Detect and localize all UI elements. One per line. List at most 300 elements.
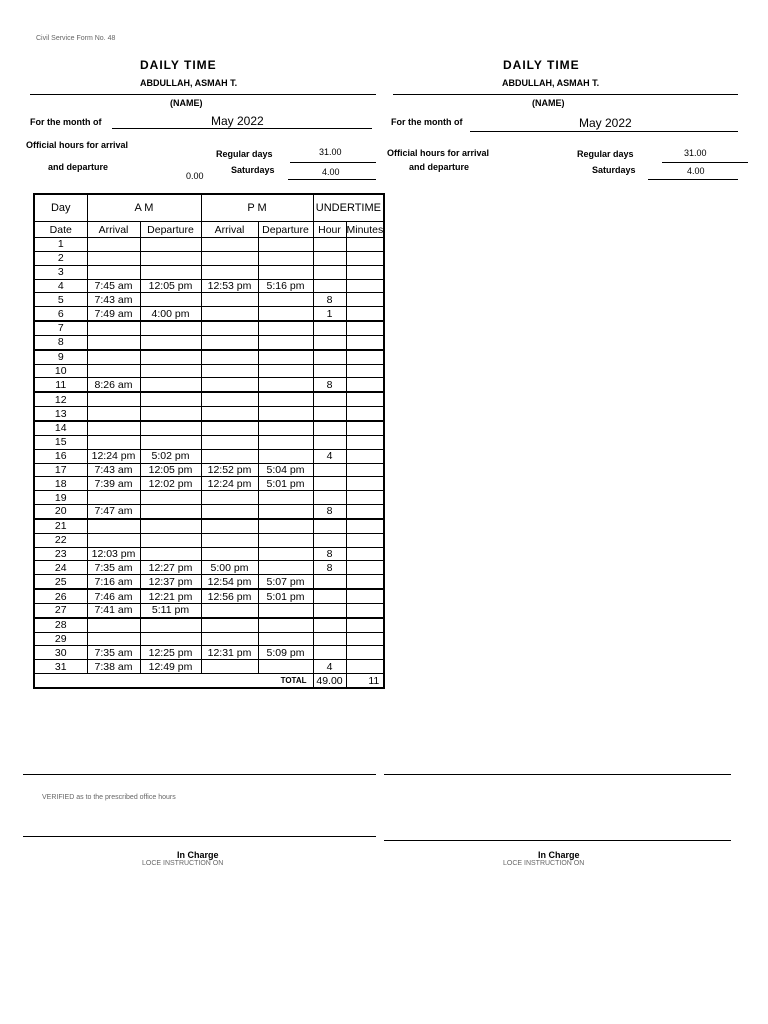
date-cell: 8: [34, 335, 87, 349]
pm-arrival-cell: 12:56 pm: [201, 589, 258, 603]
in-charge-line-left: [23, 836, 376, 837]
pm-header: P M: [201, 194, 313, 222]
am-departure-cell: 5:02 pm: [140, 449, 201, 463]
total-row: [34, 674, 384, 688]
pm-arrival-cell: [201, 392, 258, 406]
undertime-minutes-cell: [346, 335, 384, 349]
pm-departure-cell: [258, 321, 313, 335]
undertime-minutes-cell: [346, 307, 384, 321]
undertime-hour-cell: 8: [313, 378, 346, 392]
undertime-hour-cell: [313, 265, 346, 279]
pm-departure-cell: 5:01 pm: [258, 477, 313, 491]
pm-arrival-cell: [201, 660, 258, 674]
undertime-minutes-cell: [346, 646, 384, 660]
table-row: [34, 293, 384, 307]
undertime-hour-cell: [313, 519, 346, 533]
date-header: Date: [34, 222, 87, 238]
undertime-hour-cell: [313, 364, 346, 378]
table-row: [34, 407, 384, 421]
pm-departure-cell: [258, 265, 313, 279]
undertime-minutes-cell: [346, 463, 384, 477]
name-line-left: [30, 94, 376, 95]
undertime-minutes-cell: [346, 519, 384, 533]
undertime-minutes-cell: [346, 378, 384, 392]
date-cell: 3: [34, 265, 87, 279]
signature-line-left: [23, 774, 376, 775]
am-departure-cell: 12:05 pm: [140, 463, 201, 477]
table-row: [34, 603, 384, 617]
pm-departure-cell: [258, 505, 313, 519]
undertime-minutes-cell: [346, 251, 384, 265]
date-cell: 16: [34, 449, 87, 463]
am-arrival-cell: 7:49 am: [87, 307, 140, 321]
table-row: [34, 238, 384, 252]
in-charge-line-right: [384, 840, 731, 841]
undertime-minutes-cell: [346, 603, 384, 617]
and-departure-label-left: and departure: [48, 162, 109, 172]
saturdays-label-right: Saturdays: [592, 165, 636, 175]
am-departure-cell: 12:05 pm: [140, 279, 201, 293]
am-departure-cell: 12:02 pm: [140, 477, 201, 491]
am-arrival-cell: [87, 251, 140, 265]
table-row: [34, 519, 384, 533]
date-cell: 11: [34, 378, 87, 392]
undertime-minutes-cell: [346, 505, 384, 519]
pm-arrival-cell: [201, 378, 258, 392]
am-departure-cell: 12:37 pm: [140, 575, 201, 589]
am-arrival-header: Arrival: [87, 222, 140, 238]
pm-arrival-cell: [201, 364, 258, 378]
date-cell: 24: [34, 561, 87, 575]
undertime-minutes-cell: [346, 321, 384, 335]
undertime-hour-cell: [313, 421, 346, 435]
am-departure-cell: 4:00 pm: [140, 307, 201, 321]
table-row: [34, 335, 384, 349]
undertime-minutes-cell: [346, 660, 384, 674]
am-arrival-cell: 12:24 pm: [87, 449, 140, 463]
undertime-hour-cell: [313, 533, 346, 547]
am-arrival-cell: 7:39 am: [87, 477, 140, 491]
table-header-row-2: [34, 222, 384, 238]
undertime-minutes-cell: [346, 575, 384, 589]
pm-arrival-cell: [201, 435, 258, 449]
bottom-note-left: LOCE INSTRUCTION ON: [142, 860, 224, 867]
am-departure-cell: [140, 350, 201, 364]
pm-departure-cell: [258, 238, 313, 252]
undertime-hour-cell: 8: [313, 547, 346, 561]
undertime-minutes-cell: [346, 265, 384, 279]
undertime-minutes-cell: [346, 477, 384, 491]
undertime-minutes-cell: [346, 407, 384, 421]
table-row: [34, 279, 384, 293]
pm-departure-cell: [258, 350, 313, 364]
undertime-hour-cell: [313, 646, 346, 660]
am-header: A M: [87, 194, 201, 222]
undertime-hour-cell: [313, 463, 346, 477]
pm-departure-cell: [258, 421, 313, 435]
am-arrival-cell: 7:35 am: [87, 561, 140, 575]
table-row: [34, 646, 384, 660]
table-row: [34, 491, 384, 505]
in-charge-label-right: In Charge: [538, 850, 580, 860]
am-arrival-cell: 7:45 am: [87, 279, 140, 293]
regular-days-line-left: [290, 162, 376, 163]
am-departure-cell: [140, 533, 201, 547]
table-row: [34, 575, 384, 589]
undertime-hour-cell: [313, 491, 346, 505]
table-row: [34, 561, 384, 575]
pm-departure-cell: 5:01 pm: [258, 589, 313, 603]
table-row: [34, 378, 384, 392]
form-title-right: DAILY TIME: [503, 58, 580, 72]
date-cell: 6: [34, 307, 87, 321]
table-row: [34, 449, 384, 463]
month-label-right: For the month of: [391, 117, 463, 127]
undertime-hour-cell: 8: [313, 561, 346, 575]
pm-arrival-cell: 12:54 pm: [201, 575, 258, 589]
pm-departure-cell: [258, 519, 313, 533]
pm-departure-cell: 5:09 pm: [258, 646, 313, 660]
table-row: [34, 547, 384, 561]
date-cell: 12: [34, 392, 87, 406]
date-cell: 26: [34, 589, 87, 603]
table-row: [34, 435, 384, 449]
pm-departure-cell: 5:16 pm: [258, 279, 313, 293]
am-arrival-cell: [87, 421, 140, 435]
saturdays-line-left: [288, 179, 376, 180]
undertime-hour-cell: [313, 575, 346, 589]
saturdays-line-right: [648, 179, 738, 180]
undertime-minutes-cell: [346, 547, 384, 561]
month-line-right: [470, 131, 738, 132]
saturdays-value-right: 4.00: [687, 166, 705, 176]
date-cell: 19: [34, 491, 87, 505]
undertime-minutes-cell: [346, 491, 384, 505]
saturdays-value-left: 4.00: [322, 167, 340, 177]
am-departure-cell: 12:49 pm: [140, 660, 201, 674]
pm-arrival-cell: [201, 251, 258, 265]
undertime-minutes-cell: [346, 632, 384, 646]
am-departure-cell: 12:21 pm: [140, 589, 201, 603]
am-arrival-cell: 7:46 am: [87, 589, 140, 603]
date-cell: 1: [34, 238, 87, 252]
regular-days-label-left: Regular days: [216, 149, 273, 159]
am-arrival-cell: [87, 392, 140, 406]
table-row: [34, 618, 384, 632]
am-departure-cell: [140, 491, 201, 505]
pm-departure-cell: [258, 632, 313, 646]
pm-departure-cell: [258, 335, 313, 349]
date-cell: 28: [34, 618, 87, 632]
date-cell: 25: [34, 575, 87, 589]
form-title-left: DAILY TIME: [140, 58, 217, 72]
form-number: Civil Service Form No. 48: [36, 35, 116, 42]
undertime-hour-cell: 1: [313, 307, 346, 321]
am-departure-cell: [140, 618, 201, 632]
regular-days-label-right: Regular days: [577, 149, 634, 159]
pm-departure-cell: [258, 293, 313, 307]
pm-departure-cell: [258, 251, 313, 265]
date-cell: 4: [34, 279, 87, 293]
am-departure-cell: [140, 407, 201, 421]
am-departure-cell: [140, 505, 201, 519]
date-cell: 27: [34, 603, 87, 617]
hour-header: Hour: [313, 222, 346, 238]
and-departure-label-right: and departure: [409, 162, 470, 172]
pm-arrival-cell: [201, 491, 258, 505]
pm-arrival-cell: [201, 533, 258, 547]
undertime-hour-cell: [313, 407, 346, 421]
table-row: [34, 307, 384, 321]
undertime-hour-cell: 8: [313, 293, 346, 307]
pm-arrival-cell: 12:24 pm: [201, 477, 258, 491]
total-label: TOTAL: [34, 674, 313, 688]
table-row: [34, 421, 384, 435]
pm-arrival-cell: [201, 307, 258, 321]
undertime-header: UNDERTIME: [313, 194, 384, 222]
table-row: [34, 632, 384, 646]
total-hours: 49.00: [313, 674, 346, 688]
table-row: [34, 463, 384, 477]
am-arrival-cell: [87, 519, 140, 533]
pm-departure-cell: [258, 603, 313, 617]
am-arrival-cell: 7:43 am: [87, 293, 140, 307]
am-departure-cell: [140, 335, 201, 349]
am-arrival-cell: 7:35 am: [87, 646, 140, 660]
am-arrival-cell: [87, 350, 140, 364]
am-departure-cell: 12:25 pm: [140, 646, 201, 660]
pm-arrival-cell: [201, 350, 258, 364]
table-row: [34, 533, 384, 547]
pm-departure-cell: [258, 378, 313, 392]
employee-name-right: ABDULLAH, ASMAH T.: [502, 78, 600, 88]
am-arrival-cell: 7:38 am: [87, 660, 140, 674]
table-row: [34, 364, 384, 378]
am-arrival-cell: [87, 321, 140, 335]
undertime-hour-cell: [313, 335, 346, 349]
pm-arrival-header: Arrival: [201, 222, 258, 238]
undertime-hour-cell: [313, 350, 346, 364]
undertime-minutes-cell: [346, 293, 384, 307]
am-departure-cell: [140, 421, 201, 435]
date-cell: 9: [34, 350, 87, 364]
pm-arrival-cell: [201, 449, 258, 463]
am-arrival-cell: [87, 265, 140, 279]
am-departure-cell: [140, 547, 201, 561]
am-arrival-cell: [87, 364, 140, 378]
pm-departure-header: Departure: [258, 222, 313, 238]
month-value-left: May 2022: [211, 114, 264, 128]
undertime-hour-cell: [313, 279, 346, 293]
pm-departure-cell: [258, 307, 313, 321]
pm-departure-cell: [258, 660, 313, 674]
am-departure-cell: [140, 378, 201, 392]
pm-arrival-cell: [201, 519, 258, 533]
am-departure-cell: [140, 293, 201, 307]
table-row: [34, 660, 384, 674]
undertime-hour-cell: [313, 392, 346, 406]
official-hours-label-left: Official hours for arrival: [26, 140, 129, 150]
pm-arrival-cell: 12:31 pm: [201, 646, 258, 660]
date-cell: 22: [34, 533, 87, 547]
am-departure-cell: [140, 238, 201, 252]
am-departure-cell: [140, 321, 201, 335]
bottom-note-right: LOCE INSTRUCTION ON: [503, 860, 585, 867]
date-cell: 2: [34, 251, 87, 265]
undertime-hour-cell: [313, 321, 346, 335]
date-cell: 10: [34, 364, 87, 378]
in-charge-label-left: In Charge: [177, 850, 219, 860]
pm-departure-cell: [258, 449, 313, 463]
undertime-minutes-cell: [346, 364, 384, 378]
undertime-hour-cell: [313, 632, 346, 646]
undertime-minutes-cell: [346, 449, 384, 463]
am-arrival-cell: [87, 533, 140, 547]
am-departure-cell: [140, 392, 201, 406]
table-row: [34, 589, 384, 603]
am-arrival-cell: 7:43 am: [87, 463, 140, 477]
am-departure-cell: [140, 364, 201, 378]
am-arrival-cell: [87, 491, 140, 505]
undertime-minutes-cell: [346, 589, 384, 603]
undertime-minutes-cell: [346, 392, 384, 406]
am-arrival-cell: [87, 435, 140, 449]
am-departure-header: Departure: [140, 222, 201, 238]
am-departure-cell: 5:11 pm: [140, 603, 201, 617]
pm-arrival-cell: [201, 632, 258, 646]
date-cell: 7: [34, 321, 87, 335]
am-arrival-cell: 12:03 pm: [87, 547, 140, 561]
date-cell: 17: [34, 463, 87, 477]
pm-departure-cell: [258, 435, 313, 449]
am-arrival-cell: [87, 618, 140, 632]
day-header: Day: [34, 194, 87, 222]
date-cell: 29: [34, 632, 87, 646]
saturdays-label-left: Saturdays: [231, 165, 275, 175]
verified-text: VERIFIED as to the prescribed office hours: [42, 794, 176, 801]
table-header-row-1: [34, 194, 384, 222]
undertime-minutes-cell: [346, 238, 384, 252]
date-cell: 23: [34, 547, 87, 561]
undertime-minutes-cell: [346, 561, 384, 575]
undertime-hour-cell: [313, 589, 346, 603]
table-row: [34, 350, 384, 364]
undertime-hour-cell: 4: [313, 449, 346, 463]
date-cell: 31: [34, 660, 87, 674]
undertime-minutes-cell: [346, 421, 384, 435]
month-line-left: [112, 128, 372, 129]
am-arrival-cell: 8:26 am: [87, 378, 140, 392]
table-row: [34, 477, 384, 491]
table-row: [34, 321, 384, 335]
am-departure-cell: [140, 265, 201, 279]
regular-days-value-right: 31.00: [684, 148, 707, 158]
pm-departure-cell: [258, 618, 313, 632]
am-arrival-cell: [87, 238, 140, 252]
name-label-left: (NAME): [170, 98, 203, 108]
am-arrival-cell: [87, 632, 140, 646]
pm-arrival-cell: 5:00 pm: [201, 561, 258, 575]
table-row: [34, 251, 384, 265]
date-cell: 20: [34, 505, 87, 519]
signature-line-right: [384, 774, 731, 775]
month-label-left: For the month of: [30, 117, 102, 127]
am-arrival-cell: 7:47 am: [87, 505, 140, 519]
undertime-minutes-cell: [346, 533, 384, 547]
pm-arrival-cell: [201, 407, 258, 421]
pm-arrival-cell: [201, 505, 258, 519]
am-arrival-cell: [87, 335, 140, 349]
pm-departure-cell: [258, 491, 313, 505]
undertime-hour-cell: [313, 238, 346, 252]
total-minutes: 11: [346, 674, 384, 688]
employee-name-left: ABDULLAH, ASMAH T.: [140, 78, 238, 88]
pm-arrival-cell: 12:52 pm: [201, 463, 258, 477]
month-value-right: May 2022: [579, 116, 632, 130]
date-cell: 30: [34, 646, 87, 660]
undertime-hour-cell: [313, 435, 346, 449]
pm-departure-cell: 5:07 pm: [258, 575, 313, 589]
pm-departure-cell: [258, 533, 313, 547]
undertime-hour-cell: [313, 603, 346, 617]
undertime-hour-cell: 4: [313, 660, 346, 674]
pm-departure-cell: [258, 561, 313, 575]
zero-value-left: 0.00: [186, 171, 204, 181]
pm-arrival-cell: [201, 321, 258, 335]
am-departure-cell: [140, 519, 201, 533]
am-departure-cell: [140, 632, 201, 646]
undertime-hour-cell: 8: [313, 505, 346, 519]
table-row: [34, 505, 384, 519]
pm-arrival-cell: 12:53 pm: [201, 279, 258, 293]
am-arrival-cell: 7:41 am: [87, 603, 140, 617]
pm-arrival-cell: [201, 335, 258, 349]
date-cell: 15: [34, 435, 87, 449]
am-arrival-cell: [87, 407, 140, 421]
am-departure-cell: [140, 251, 201, 265]
date-cell: 5: [34, 293, 87, 307]
pm-arrival-cell: [201, 618, 258, 632]
minutes-header: Minutes: [346, 223, 384, 236]
am-departure-cell: [140, 435, 201, 449]
name-label-right: (NAME): [532, 98, 565, 108]
pm-departure-cell: [258, 407, 313, 421]
pm-departure-cell: [258, 392, 313, 406]
date-cell: 14: [34, 421, 87, 435]
am-departure-cell: 12:27 pm: [140, 561, 201, 575]
date-cell: 21: [34, 519, 87, 533]
pm-departure-cell: [258, 547, 313, 561]
table-row: [34, 392, 384, 406]
pm-arrival-cell: [201, 547, 258, 561]
official-hours-label-right: Official hours for arrival: [387, 148, 490, 158]
date-cell: 18: [34, 477, 87, 491]
name-line-right: [393, 94, 738, 95]
pm-arrival-cell: [201, 603, 258, 617]
undertime-hour-cell: [313, 251, 346, 265]
undertime-hour-cell: [313, 477, 346, 491]
pm-arrival-cell: [201, 265, 258, 279]
daily-time-table: [33, 193, 385, 689]
regular-days-line-right: [662, 162, 748, 163]
pm-arrival-cell: [201, 238, 258, 252]
undertime-hour-cell: [313, 618, 346, 632]
undertime-minutes-cell: [346, 279, 384, 293]
pm-arrival-cell: [201, 293, 258, 307]
pm-arrival-cell: [201, 421, 258, 435]
table-row: [34, 265, 384, 279]
date-cell: 13: [34, 407, 87, 421]
